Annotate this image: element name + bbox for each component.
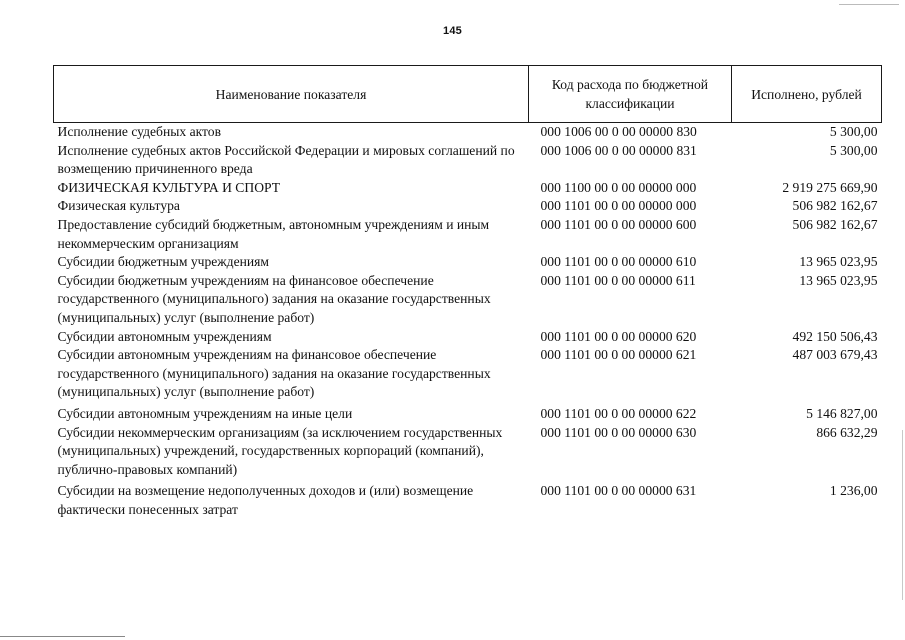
- row-name: Исполнение судебных актов Российской Федерации и мировых соглашений по возмещению причиненного вреда: [57, 142, 515, 177]
- row-code: 000 1101 00 0 00 00000 000: [540, 198, 697, 214]
- table-row: [54, 424, 882, 480]
- row-name: Субсидии автономным учреждениям на финансовое обеспечение государственного (муниципального) задания на оказание государственных (муниципальных) услуг (выполнение работ): [57, 347, 491, 400]
- row-name: Исполнение судебных актов: [57, 124, 222, 139]
- table-row: [54, 123, 882, 142]
- row-amount: 5 300,00: [829, 124, 878, 139]
- row-amount: 2 919 275 669,90: [782, 179, 878, 195]
- row-code: 000 1006 00 0 00 00000 831: [540, 142, 697, 158]
- header-executed-amount: Исполнено, рублей: [732, 66, 882, 123]
- row-name: Субсидии некоммерческим организациям (за исключением государственных (муниципальных) учреждений, государственных корпораций (компаний), публично-правовых компаний): [57, 424, 503, 477]
- row-name: Субсидии автономным учреждениям на иные цели: [57, 405, 353, 421]
- table-row: [54, 216, 882, 253]
- scan-margin-mark: [902, 430, 903, 600]
- row-code: 000 1101 00 0 00 00000 621: [540, 347, 697, 363]
- header-budget-code: Код расхода по бюджетной классификации: [529, 66, 732, 123]
- row-code: 000 1101 00 0 00 00000 611: [540, 272, 696, 288]
- row-name: Субсидии на возмещение недополученных доходов и (или) возмещение фактически понесенных затрат: [57, 483, 474, 517]
- row-amount: 487 003 679,43: [792, 347, 878, 363]
- row-amount: 1 236,00: [829, 483, 878, 499]
- row-name: ФИЗИЧЕСКАЯ КУЛЬТУРА И СПОРТ: [57, 179, 281, 195]
- row-code: 000 1100 00 0 00 00000 000: [540, 179, 697, 195]
- budget-execution-table: [53, 65, 882, 519]
- row-code: 000 1101 00 0 00 00000 622: [540, 405, 697, 421]
- table-row: [54, 479, 882, 519]
- row-amount: 506 982 162,67: [792, 198, 878, 214]
- row-code: 000 1006 00 0 00 00000 830: [540, 124, 697, 139]
- table-row: [54, 253, 882, 272]
- table-row: [54, 142, 882, 179]
- scan-edge-line: [839, 4, 899, 5]
- row-amount: 13 965 023,95: [799, 254, 878, 270]
- row-amount: 13 965 023,95: [799, 272, 878, 288]
- table-row: [54, 179, 882, 198]
- row-amount: 5 146 827,00: [806, 405, 878, 421]
- page-number: 145: [443, 25, 462, 37]
- row-code: 000 1101 00 0 00 00000 610: [540, 254, 697, 270]
- row-code: 000 1101 00 0 00 00000 600: [540, 216, 697, 232]
- row-code: 000 1101 00 0 00 00000 631: [540, 483, 697, 499]
- table-row: [54, 197, 882, 216]
- row-amount: 5 300,00: [829, 142, 878, 158]
- table-row: [54, 402, 882, 424]
- row-code: 000 1101 00 0 00 00000 620: [540, 328, 697, 344]
- table-row: [54, 272, 882, 328]
- row-amount: 492 150 506,43: [792, 328, 878, 344]
- row-code: 000 1101 00 0 00 00000 630: [540, 424, 697, 440]
- row-name: Субсидии бюджетным учреждениям на финансовое обеспечение государственного (муниципального) задания на оказание государственных (муниципальных) услуг (выполнение работ): [57, 272, 491, 325]
- row-name: Физическая культура: [57, 198, 180, 214]
- table-header-row: [54, 66, 882, 123]
- header-indicator-name: Наименование показателя: [54, 66, 529, 123]
- row-name: Предоставление субсидий бюджетным, автономным учреждениям и иным некоммерческим организациям: [57, 216, 490, 251]
- row-amount: 866 632,29: [816, 424, 878, 440]
- table-row: [54, 346, 882, 402]
- row-name: Субсидии бюджетным учреждениям: [57, 254, 270, 270]
- scan-bottom-rule: [0, 636, 125, 637]
- table-row: [54, 328, 882, 347]
- row-amount: 506 982 162,67: [792, 216, 878, 232]
- row-name: Субсидии автономным учреждениям: [57, 328, 272, 344]
